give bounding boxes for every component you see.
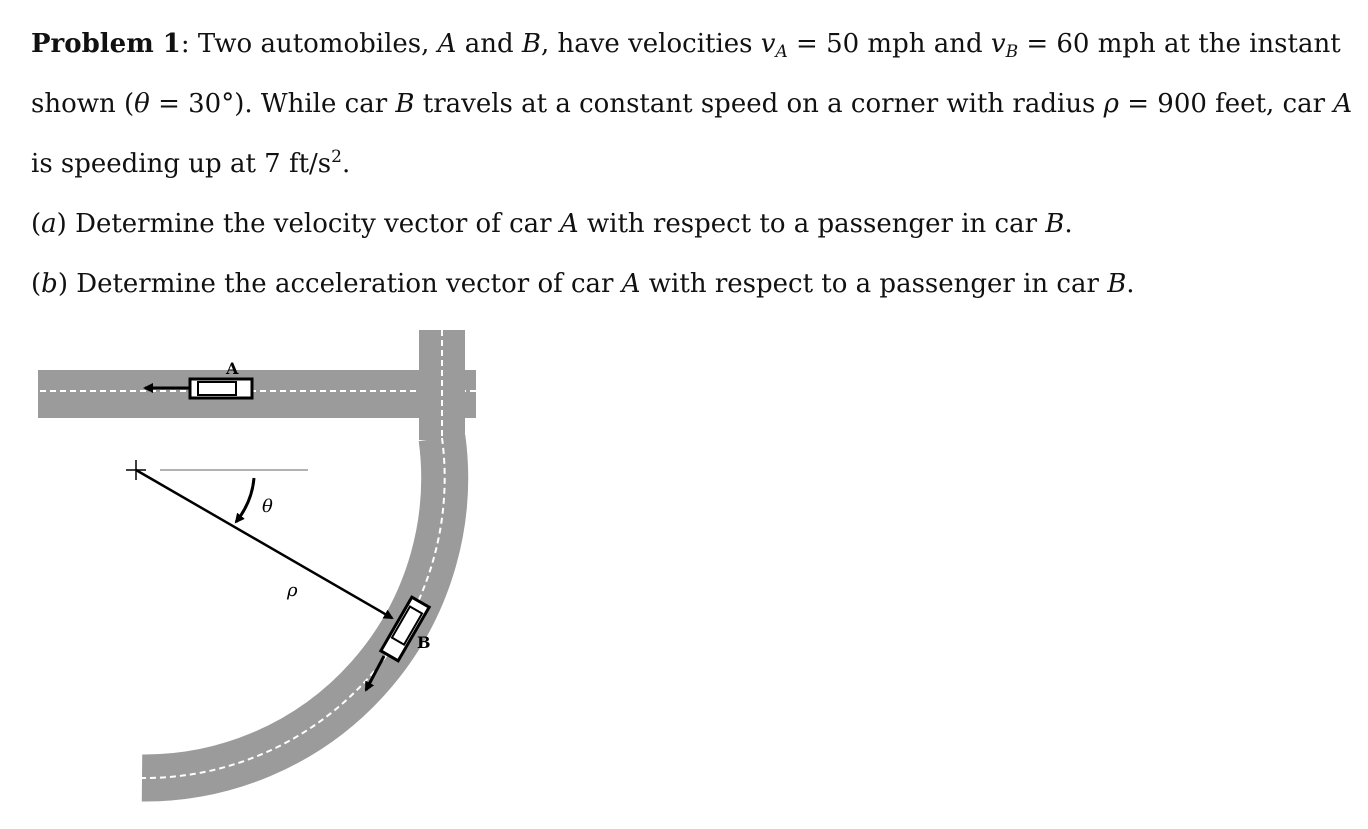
problem-line-2 <box>31 74 1351 134</box>
part-a-text2: with respect to a passenger in car <box>578 209 1046 239</box>
problem-line-3 <box>31 134 1351 194</box>
problem-heading: Problem 1 <box>31 29 181 59</box>
car-b-ref: B <box>1107 269 1127 299</box>
va-value: = 50 mph and <box>787 29 991 59</box>
problem-line-1-content <box>31 14 1341 74</box>
road-diagram-svg <box>0 320 520 820</box>
vb-value: = 60 mph at the instant <box>1018 29 1341 59</box>
line2-mid: travels at a constant speed on a corner with radius <box>414 89 1104 119</box>
rho-value: = 900 feet, car <box>1118 89 1334 119</box>
part-a-end: . <box>1064 209 1073 239</box>
theta-value: = 30°). While car <box>149 89 396 119</box>
part-a-text1: Determine the velocity vector of car <box>66 209 560 239</box>
road-diagram <box>0 320 520 820</box>
line1-have: , have velocities <box>540 29 761 59</box>
va-subscript: A <box>775 42 788 62</box>
problem-line-2-content <box>31 74 1352 134</box>
line1-intro: : Two automobiles, <box>180 29 438 59</box>
theta-label: θ <box>262 496 273 517</box>
theta-symbol: θ <box>134 89 150 119</box>
car-b-ref: B <box>395 89 415 119</box>
line1-and: and <box>456 29 522 59</box>
part-b-close: ) <box>57 269 68 299</box>
va-symbol: v <box>760 29 776 59</box>
part-a-label: a <box>41 209 57 239</box>
horizontal-road <box>38 370 476 418</box>
part-a-close: ) <box>56 209 67 239</box>
vb-symbol: v <box>990 29 1006 59</box>
car-a-ref: A <box>437 29 457 59</box>
radius-arrow <box>136 470 392 618</box>
part-a-question <box>31 194 1351 254</box>
problem-statement <box>31 14 1351 314</box>
car-b-ref: B <box>1045 209 1065 239</box>
car-b-label: B <box>417 633 431 652</box>
part-b-text1: Determine the acceleration vector of car <box>67 269 622 299</box>
line3-end: . <box>341 149 351 179</box>
line3-text: is speeding up at 7 ft/s <box>31 149 332 179</box>
car-a-ref: A <box>621 269 641 299</box>
vb-subscript: B <box>1005 42 1019 62</box>
part-b-end: . <box>1126 269 1135 299</box>
theta-arc-arrow <box>236 478 254 522</box>
line3-exponent: 2 <box>331 147 342 167</box>
car-a-ref: A <box>1333 89 1353 119</box>
rho-label: ρ <box>287 580 298 601</box>
car-b-ref: B <box>521 29 541 59</box>
part-b-label: b <box>41 269 58 299</box>
part-a-open: ( <box>31 209 42 239</box>
curved-road <box>142 438 445 778</box>
car-a-ref: A <box>559 209 579 239</box>
rho-symbol: ρ <box>1103 89 1119 119</box>
part-b-question <box>31 254 1351 314</box>
part-b-text2: with respect to a passenger in car <box>640 269 1108 299</box>
line2-shown: shown ( <box>31 89 135 119</box>
problem-line-1 <box>31 14 1351 74</box>
part-b-open: ( <box>31 269 42 299</box>
car-a-label: A <box>226 359 239 378</box>
